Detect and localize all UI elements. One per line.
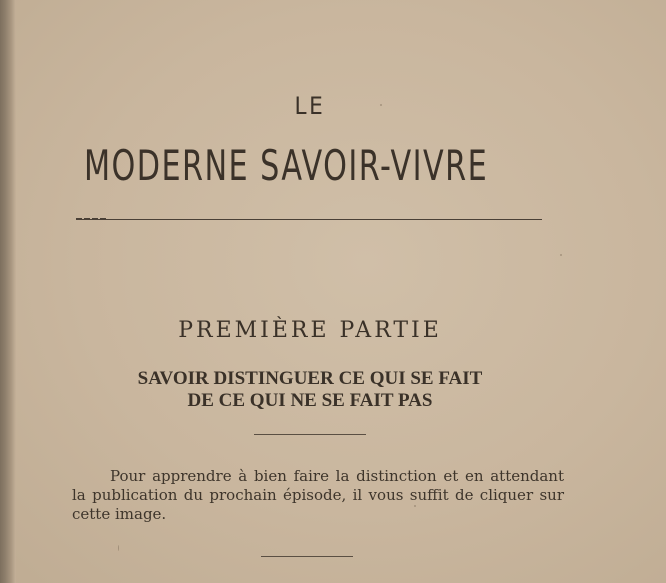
chapter-subtitle [40, 368, 580, 412]
bottom-divider [261, 556, 353, 557]
book-spine-edge [0, 0, 16, 583]
book-title: MODERNE SAVOIR-VIVRE [84, 141, 489, 190]
subtitle-line-1: SAVOIR DISTINGUER CE QUI SE FAIT [137, 368, 483, 389]
paper-speck [380, 104, 382, 106]
subtitle-line-2: DE CE QUI NE SE FAIT PAS [187, 390, 433, 411]
paper-speck [414, 505, 416, 507]
paper-speck [118, 545, 119, 551]
title-headword: LE [294, 92, 326, 120]
paper-speck [560, 254, 562, 256]
section-divider [254, 434, 366, 435]
body-paragraph: Pour apprendre à bien faire la distinction et en attendant la publication du prochain épisode, il vous suffit de cliquer sur cette image. [72, 467, 564, 523]
title-divider [76, 219, 542, 220]
title-divider-dash [76, 218, 106, 220]
part-heading: PREMIÈRE PARTIE [178, 318, 442, 343]
